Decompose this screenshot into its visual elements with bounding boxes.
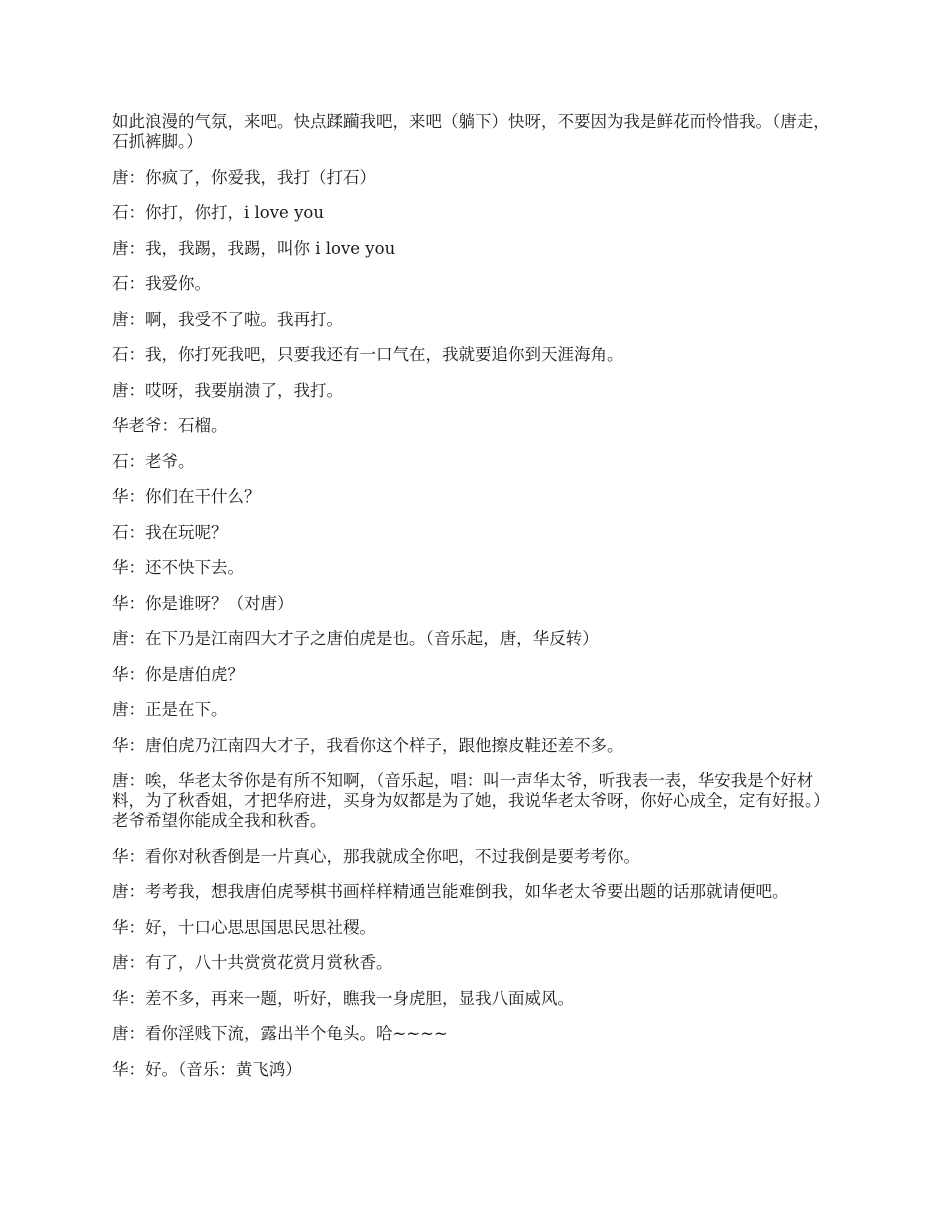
paragraph-23: 唐：有了，八十共赏赏花赏月赏秋香。 <box>112 953 393 972</box>
paragraph-3: 石：你打，你打，i love you <box>112 203 324 222</box>
paragraph-18: 华：唐伯虎乃江南四大才子，我看你这个样子，跟他擦皮鞋还差不多。 <box>112 735 624 755</box>
paragraph-1: 如此浪漫的气氛，来吧。快点蹂躏我吧，来吧（躺下）快呀，不要因为我是鲜花而怜惜我。（唐走，石抓裤脚。） <box>112 112 830 151</box>
paragraph-24: 华：差不多，再来一题，听好，瞧我一身虎胆，显我八面威风。 <box>112 988 574 1008</box>
paragraph-10: 石：老爷。 <box>112 451 195 471</box>
paragraph-13: 华：还不快下去。 <box>112 558 244 577</box>
paragraph-11: 华：你们在干什么？ <box>112 487 261 506</box>
paragraph-7: 石：我，你打死我吧，只要我还有一口气在，我就要追你到天涯海角。 <box>112 345 624 364</box>
paragraph-5: 石：我爱你。 <box>112 274 211 293</box>
paragraph-6: 唐：啊，我受不了啦。我再打。 <box>112 309 343 329</box>
paragraph-4: 唐：我，我踢，我踢，叫你 i love you <box>112 238 396 258</box>
script-text <box>112 112 840 1095</box>
paragraph-2: 唐：你疯了，你爱我，我打（打石） <box>112 167 376 187</box>
paragraph-26: 华：好。（音乐：黄飞鸿） <box>112 1059 302 1079</box>
paragraph-21: 唐：考考我，想我唐伯虎琴棋书画样样精通岂能难倒我，如华老太爷要出题的话那就请便吧。 <box>112 882 789 901</box>
paragraph-16: 华：你是唐伯虎？ <box>112 664 244 684</box>
paragraph-22: 华：好，十口心思思国思民思社稷。 <box>112 917 376 937</box>
paragraph-8: 唐：哎呀，我要崩溃了，我打。 <box>112 380 343 400</box>
paragraph-25: 唐：看你淫贱下流，露出半个龟头。哈~~~~ <box>112 1024 448 1043</box>
paragraph-15: 唐：在下乃是江南四大才子之唐伯虎是也。（音乐起，唐，华反转） <box>112 629 599 648</box>
paragraph-17: 唐：正是在下。 <box>112 700 228 719</box>
paragraph-19: 唐：唉，华老太爷你是有所不知啊，（音乐起，唱：叫一声华太爷，听我表一表，华安我是个好材料，为了秋香姐，才把华府进，买身为奴都是为了她，我说华老太爷呀，你好心成全，定有好报。）老爷希望你能成全我和秋香。 <box>112 771 830 830</box>
paragraph-20: 华：看你对秋香倒是一片真心，那我就成全你吧，不过我倒是要考考你。 <box>112 846 640 866</box>
paragraph-12: 石：我在玩呢？ <box>112 522 228 542</box>
paragraph-14: 华：你是谁呀？（对唐） <box>112 593 294 613</box>
paragraph-9: 华老爷：石榴。 <box>112 416 228 435</box>
